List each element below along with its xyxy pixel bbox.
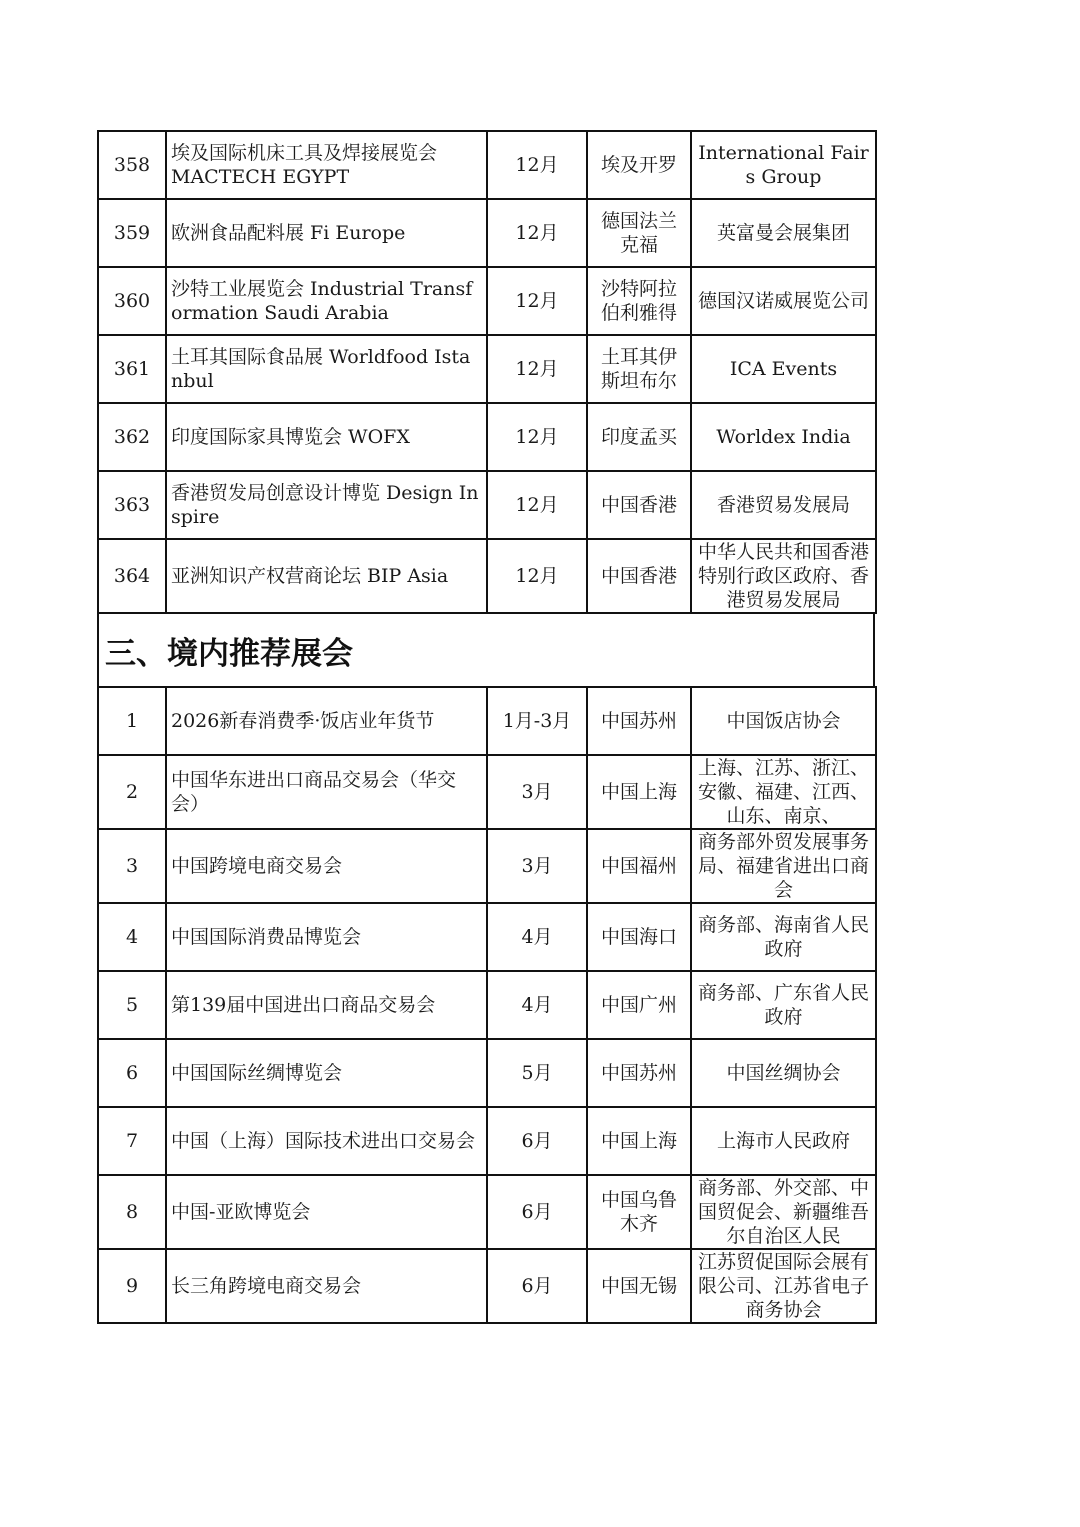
domestic-exhibitions-table <box>97 686 877 1324</box>
exhibition-location: 中国海口 <box>587 903 691 971</box>
organizer-text: 中华人民共和国香港特别行政区政府、香港贸易发展局 <box>697 541 869 611</box>
table-row <box>98 1107 876 1175</box>
organizer-text: 中国饭店协会 <box>726 710 841 732</box>
row-number: 8 <box>98 1175 166 1249</box>
exhibition-location: 土耳其伊斯坦布尔 <box>587 335 691 403</box>
exhibition-location: 德国法兰克福 <box>587 199 691 267</box>
exhibition-organizer <box>691 829 876 903</box>
exhibition-name: 2026新春消费季·饭店业年货节 <box>166 687 487 755</box>
table-row <box>98 971 876 1039</box>
exhibition-location: 中国苏州 <box>587 687 691 755</box>
table-row <box>98 267 876 335</box>
exhibition-name: 埃及国际机床工具及焊接展览会 MACTECH EGYPT <box>166 131 487 199</box>
exhibition-month: 3月 <box>487 829 587 903</box>
exhibition-name: 中国-亚欧博览会 <box>166 1175 487 1249</box>
exhibition-name: 中国国际丝绸博览会 <box>166 1039 487 1107</box>
exhibition-location: 中国上海 <box>587 755 691 829</box>
exhibition-name: 印度国际家具博览会 WOFX <box>166 403 487 471</box>
exhibition-organizer <box>691 1175 876 1249</box>
row-number: 5 <box>98 971 166 1039</box>
exhibition-location: 中国香港 <box>587 539 691 613</box>
organizer-text: 中国丝绸协会 <box>726 1062 841 1084</box>
exhibition-organizer <box>691 1039 876 1107</box>
exhibition-month: 12月 <box>487 131 587 199</box>
table-row <box>98 829 876 903</box>
table-row <box>98 131 876 199</box>
row-number: 6 <box>98 1039 166 1107</box>
organizer-text: 商务部、广东省人民政府 <box>697 982 869 1028</box>
exhibition-name: 亚洲知识产权营商论坛 BIP Asia <box>166 539 487 613</box>
exhibition-name: 长三角跨境电商交易会 <box>166 1249 487 1323</box>
exhibition-month: 4月 <box>487 903 587 971</box>
exhibition-name: 香港贸发局创意设计博览 Design Inspire <box>166 471 487 539</box>
exhibition-name: 中国跨境电商交易会 <box>166 829 487 903</box>
exhibition-month: 12月 <box>487 199 587 267</box>
organizer-text: 德国汉诺威展览公司 <box>697 290 869 312</box>
section-heading <box>97 614 875 686</box>
exhibition-name: 第139届中国进出口商品交易会 <box>166 971 487 1039</box>
exhibition-location: 中国无锡 <box>587 1249 691 1323</box>
organizer-text: 商务部、外交部、中国贸促会、新疆维吾尔自治区人民 <box>697 1177 869 1247</box>
table-row <box>98 1039 876 1107</box>
organizer-text: 江苏贸促国际会展有限公司、江苏省电子商务协会 <box>697 1251 869 1321</box>
exhibition-location: 埃及开罗 <box>587 131 691 199</box>
organizer-text: ICA Events <box>729 358 838 380</box>
table-row <box>98 903 876 971</box>
exhibition-name: 中国（上海）国际技术进出口交易会 <box>166 1107 487 1175</box>
organizer-text: International Fairs Group <box>698 142 869 188</box>
exhibition-organizer <box>691 335 876 403</box>
exhibition-sheet <box>97 130 875 1324</box>
row-number: 9 <box>98 1249 166 1323</box>
table-row <box>98 1175 876 1249</box>
exhibition-month: 6月 <box>487 1249 587 1323</box>
row-number: 3 <box>98 829 166 903</box>
organizer-text: Worldex India <box>716 426 851 448</box>
exhibition-organizer <box>691 687 876 755</box>
exhibition-organizer <box>691 199 876 267</box>
exhibition-location: 沙特阿拉伯利雅得 <box>587 267 691 335</box>
exhibition-month: 12月 <box>487 471 587 539</box>
exhibition-name: 中国华东进出口商品交易会（华交会） <box>166 755 487 829</box>
row-number: 2 <box>98 755 166 829</box>
section-title: 三、境内推荐展会 <box>105 635 353 672</box>
row-number: 364 <box>98 539 166 613</box>
exhibition-location: 中国福州 <box>587 829 691 903</box>
exhibition-organizer <box>691 471 876 539</box>
table-row <box>98 755 876 829</box>
exhibition-month: 12月 <box>487 403 587 471</box>
exhibition-location: 印度孟买 <box>587 403 691 471</box>
organizer-text: 商务部、海南省人民政府 <box>697 914 869 960</box>
exhibition-name: 欧洲食品配料展 Fi Europe <box>166 199 487 267</box>
table-row <box>98 403 876 471</box>
organizer-text: 商务部外贸发展事务局、福建省进出口商会 <box>697 831 869 901</box>
exhibition-month: 5月 <box>487 1039 587 1107</box>
row-number: 1 <box>98 687 166 755</box>
table-row <box>98 539 876 613</box>
exhibition-location: 中国上海 <box>587 1107 691 1175</box>
row-number: 360 <box>98 267 166 335</box>
exhibition-location: 中国苏州 <box>587 1039 691 1107</box>
row-number: 363 <box>98 471 166 539</box>
exhibition-name: 土耳其国际食品展 Worldfood Istanbul <box>166 335 487 403</box>
organizer-text: 上海、江苏、浙江、安徽、福建、江西、山东、南京、 <box>697 757 869 827</box>
exhibition-organizer <box>691 403 876 471</box>
row-number: 359 <box>98 199 166 267</box>
row-number: 362 <box>98 403 166 471</box>
exhibition-organizer <box>691 1107 876 1175</box>
exhibition-location: 中国广州 <box>587 971 691 1039</box>
international-exhibitions-table <box>97 130 877 614</box>
exhibition-month: 6月 <box>487 1175 587 1249</box>
table-row <box>98 1249 876 1323</box>
exhibition-organizer <box>691 755 876 829</box>
exhibition-month: 6月 <box>487 1107 587 1175</box>
exhibition-month: 12月 <box>487 539 587 613</box>
exhibition-organizer <box>691 903 876 971</box>
exhibition-month: 1月-3月 <box>487 687 587 755</box>
table-row <box>98 471 876 539</box>
exhibition-month: 12月 <box>487 335 587 403</box>
table-row <box>98 335 876 403</box>
row-number: 4 <box>98 903 166 971</box>
exhibition-month: 12月 <box>487 267 587 335</box>
exhibition-location: 中国香港 <box>587 471 691 539</box>
exhibition-organizer <box>691 131 876 199</box>
exhibition-location: 中国乌鲁木齐 <box>587 1175 691 1249</box>
organizer-text: 上海市人民政府 <box>716 1130 850 1152</box>
table-row <box>98 199 876 267</box>
row-number: 361 <box>98 335 166 403</box>
table-row <box>98 687 876 755</box>
row-number: 358 <box>98 131 166 199</box>
organizer-text: 英富曼会展集团 <box>716 222 850 244</box>
exhibition-organizer <box>691 1249 876 1323</box>
row-number: 7 <box>98 1107 166 1175</box>
exhibition-name: 中国国际消费品博览会 <box>166 903 487 971</box>
organizer-text: 香港贸易发展局 <box>716 494 850 516</box>
exhibition-organizer <box>691 539 876 613</box>
exhibition-month: 3月 <box>487 755 587 829</box>
exhibition-organizer <box>691 267 876 335</box>
exhibition-name: 沙特工业展览会 Industrial Transformation Saudi Arabia <box>166 267 487 335</box>
exhibition-month: 4月 <box>487 971 587 1039</box>
exhibition-organizer <box>691 971 876 1039</box>
